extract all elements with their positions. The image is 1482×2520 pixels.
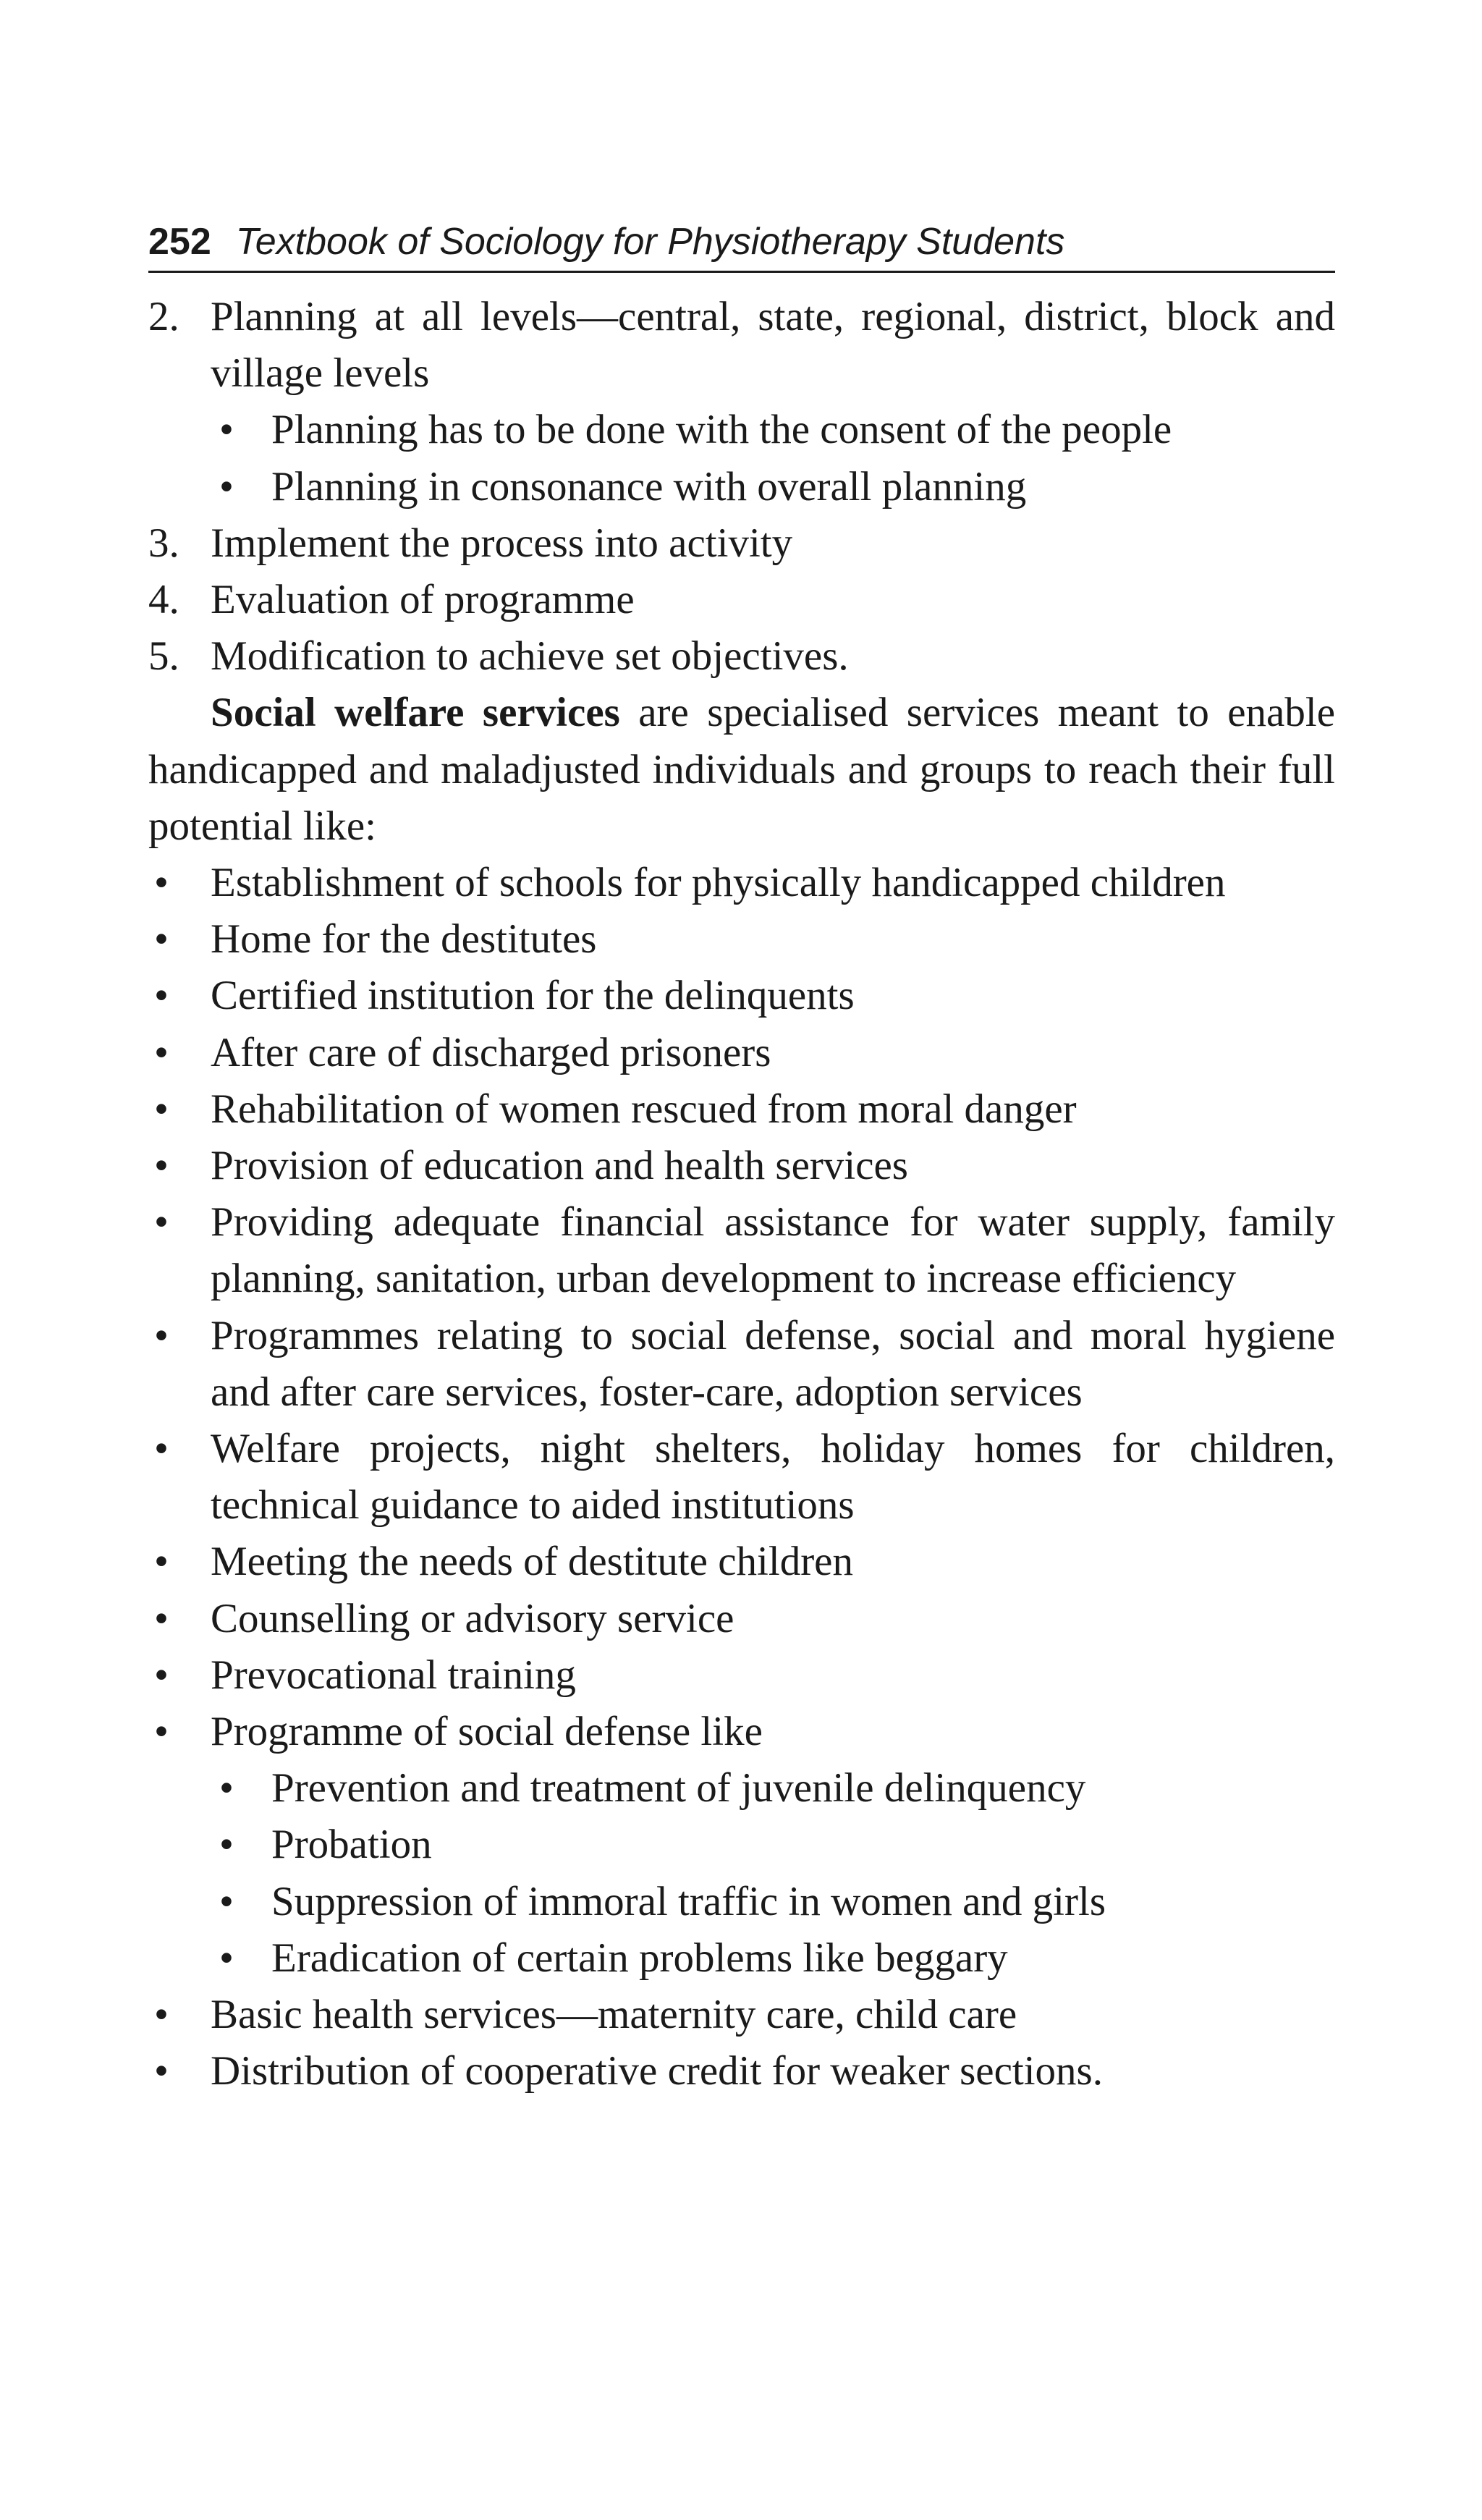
- list-item: [148, 628, 1335, 685]
- list-item: [148, 855, 1335, 911]
- list-item: [148, 1704, 1335, 1760]
- sub-list-item: [148, 402, 1335, 458]
- list-item-text: Providing adequate financial assistance for water supply, family planning, sanitation, urban development to increase efficiency: [211, 1199, 1335, 1302]
- list-marker: •: [154, 1539, 169, 1585]
- intro-paragraph: [148, 685, 1335, 855]
- body-text: [148, 289, 1335, 2100]
- list-item: [148, 515, 1335, 572]
- list-marker: •: [154, 973, 169, 1019]
- paragraph-rest: are specialised services meant to enable handicapped and maladjusted individuals and groups to reach their full potential like:: [148, 690, 1335, 849]
- list-item-text: Implement the process into activity: [211, 520, 793, 566]
- sub-list-item: [148, 1760, 1335, 1817]
- sub-list-marker: •: [219, 1878, 234, 1924]
- list-item: [148, 1647, 1335, 1704]
- sub-list-item-text: Suppression of immoral traffic in women and girls: [271, 1878, 1106, 1924]
- list-marker: 3.: [148, 520, 179, 566]
- list-marker: 5.: [148, 633, 179, 680]
- list-item-text: Distribution of cooperative credit for weaker sections.: [211, 2048, 1103, 2094]
- list-item: [148, 1987, 1335, 2043]
- bullet-list: [148, 855, 1335, 2100]
- list-item: [148, 1138, 1335, 1194]
- list-marker: •: [154, 1595, 169, 1641]
- list-item-text: Basic health services—maternity care, child care: [211, 1992, 1017, 2038]
- sub-list-item-text: Planning has to be done with the consent of the people: [271, 407, 1172, 453]
- list-item: [148, 1025, 1335, 1081]
- list-marker: •: [154, 1709, 169, 1755]
- sub-list-item-text: Planning in consonance with overall planning: [271, 463, 1027, 510]
- sub-list-marker: •: [219, 1765, 234, 1811]
- sub-list-item: [148, 459, 1335, 515]
- sub-list-item: [148, 1930, 1335, 1987]
- list-marker: •: [154, 1199, 169, 1246]
- sub-list-marker: •: [219, 407, 234, 453]
- numbered-list: [148, 289, 1335, 685]
- list-item: [148, 1308, 1335, 1421]
- list-item: [148, 289, 1335, 402]
- list-marker: •: [154, 1312, 169, 1358]
- list-item-text: Welfare projects, night shelters, holiday homes for children, technical guidance to aided institutions: [211, 1426, 1335, 1529]
- list-item-text: Programmes relating to social defense, social and moral hygiene and after care services, foster-care, adoption services: [211, 1312, 1335, 1415]
- sub-list-item-text: Eradication of certain problems like beggary: [271, 1935, 1008, 1981]
- sub-list-marker: •: [219, 1822, 234, 1868]
- list-item-text: Meeting the needs of destitute children: [211, 1539, 853, 1585]
- sub-list-item: [148, 1817, 1335, 1873]
- list-item-text: Counselling or advisory service: [211, 1595, 734, 1641]
- list-marker: •: [154, 2048, 169, 2094]
- header-rule: [148, 271, 1335, 273]
- list-item-text: Establishment of schools for physically handicapped children: [211, 860, 1226, 906]
- sub-list-item-text: Prevention and treatment of juvenile delinquency: [271, 1765, 1086, 1811]
- list-item-text: Provision of education and health services: [211, 1143, 908, 1189]
- list-item: [148, 1081, 1335, 1138]
- list-marker: 4.: [148, 577, 179, 623]
- list-item: [148, 1591, 1335, 1647]
- list-item-text: Planning at all levels—central, state, regional, district, block and village levels: [211, 294, 1335, 397]
- book-page: [148, 217, 1335, 2100]
- sub-list-item-text: Probation: [271, 1822, 432, 1868]
- list-item: [148, 2043, 1335, 2100]
- paragraph-lead: Social welfare services: [211, 690, 620, 736]
- list-item: [148, 1194, 1335, 1307]
- list-item-text: Programme of social defense like: [211, 1709, 763, 1755]
- book-title: Textbook of Sociology for Physiotherapy Students: [235, 221, 1065, 263]
- list-item-text: Evaluation of programme: [211, 577, 635, 623]
- list-marker: •: [154, 1652, 169, 1698]
- list-marker: 2.: [148, 294, 179, 339]
- list-item: [148, 1534, 1335, 1590]
- list-item-text: Certified institution for the delinquents: [211, 973, 855, 1019]
- list-item-text: Modification to achieve set objectives.: [211, 633, 849, 680]
- sub-list-marker: •: [219, 463, 234, 510]
- sub-list-marker: •: [219, 1935, 234, 1981]
- list-item-text: After care of discharged prisoners: [211, 1029, 771, 1075]
- list-item: [148, 1421, 1335, 1534]
- list-marker: •: [154, 860, 169, 906]
- running-head: [148, 217, 1335, 266]
- list-marker: •: [154, 1086, 169, 1132]
- list-item: [148, 911, 1335, 968]
- list-item-text: Prevocational training: [211, 1652, 576, 1698]
- list-marker: •: [154, 1143, 169, 1189]
- list-item: [148, 572, 1335, 628]
- list-marker: •: [154, 916, 169, 963]
- list-item-text: Home for the destitutes: [211, 916, 597, 963]
- list-marker: •: [154, 1029, 169, 1075]
- page-number: 252: [148, 221, 211, 263]
- sub-list-item: [148, 1874, 1335, 1930]
- list-item: [148, 968, 1335, 1024]
- list-item-text: Rehabilitation of women rescued from moral danger: [211, 1086, 1077, 1132]
- list-marker: •: [154, 1426, 169, 1472]
- list-marker: •: [154, 1992, 169, 2038]
